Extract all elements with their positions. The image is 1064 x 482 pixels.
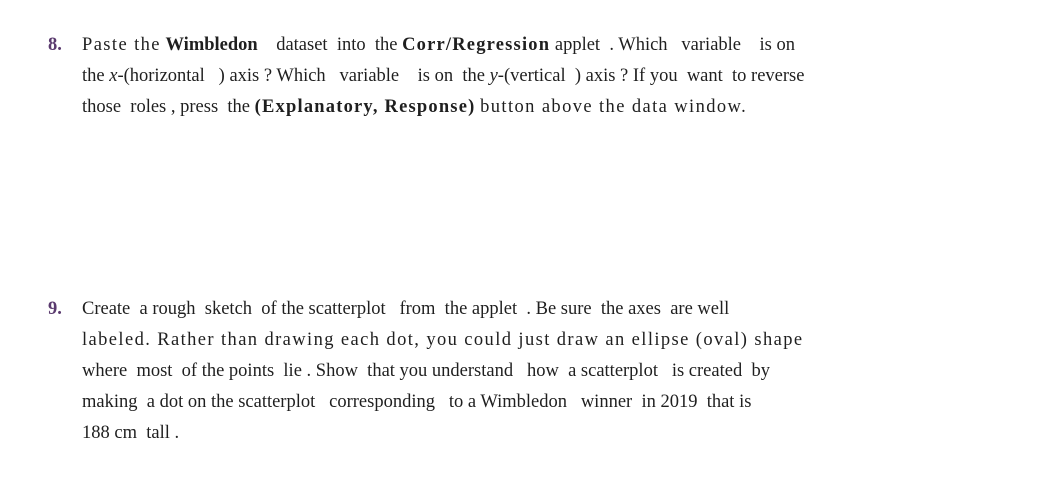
question-8: [48, 30, 1008, 123]
question-9-line-4: making a dot on the scatterplot corresponding to a Wimbledon winner in 2019 that is: [82, 392, 752, 412]
q8-text-2a: the: [82, 66, 105, 86]
q8-text-1a: Paste the: [82, 35, 161, 55]
y-variable: y: [489, 66, 498, 86]
question-9-line-5: 188 cm tall .: [82, 423, 180, 443]
applet-name: Corr/Regression: [402, 35, 551, 55]
q8-text-3a: those roles , press the: [82, 97, 251, 117]
question-8-line-1: [48, 30, 1008, 61]
question-9-number: 9.: [48, 299, 62, 319]
q8-text-1c: applet . Which variable is on: [554, 35, 795, 55]
question-8-number: 8.: [48, 35, 62, 55]
question-9-line-2: labeled. Rather than drawing each dot, you could just draw an ellipse (oval) shape: [82, 330, 804, 350]
x-variable: x: [109, 66, 118, 86]
q8-text-3b: button above the data window.: [480, 97, 748, 117]
explanatory-response-button-label: (Explanatory, Response): [254, 97, 476, 117]
q8-text-2c: -(vertical ) axis ? If you want to reverse: [497, 66, 805, 86]
question-9-line-3: where most of the points lie . Show that you understand how a scatterplot is created by: [82, 361, 770, 381]
question-9: [48, 294, 1008, 449]
question-8-line-2: [48, 61, 1008, 92]
q8-text-1b: dataset into the: [276, 35, 398, 55]
q9-text-1: Create a rough sketch of the scatterplot from the applet . Be sure the axes are well: [82, 299, 730, 319]
wimbledon-dataset-name: Wimbledon: [165, 35, 258, 55]
question-9-line-1: [48, 294, 1008, 325]
question-8-line-3: [48, 92, 1008, 123]
q8-text-2b: -(horizontal ) axis ? Which variable is on the: [117, 66, 485, 86]
